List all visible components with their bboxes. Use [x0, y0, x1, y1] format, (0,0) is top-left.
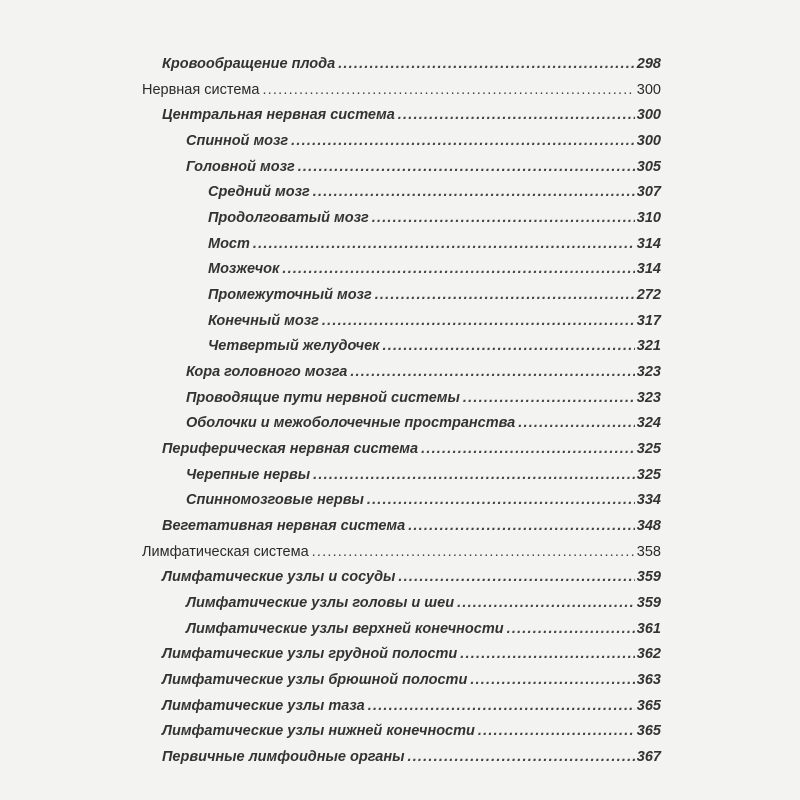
toc-entry	[186, 390, 661, 412]
toc-entry	[186, 133, 661, 155]
dot-leader	[408, 518, 635, 534]
toc-entry-title: Конечный мозг	[208, 312, 319, 329]
toc-entry-title: Продолговатый мозг	[208, 210, 369, 227]
toc-entry-title: Лимфатические узлы нижней конечности	[162, 723, 475, 740]
dot-leader	[478, 723, 635, 739]
toc-entry	[142, 82, 661, 104]
toc-entry	[186, 595, 661, 617]
toc-entry-title: Оболочки и межоболочечные пространства	[186, 415, 516, 432]
toc-entry-page: 367	[636, 749, 661, 766]
toc-entry-page: 314	[636, 261, 661, 278]
toc-entry-page: 310	[636, 210, 661, 227]
toc-entry	[162, 723, 661, 745]
toc-entry-title: Лимфатические узлы верхней конечности	[186, 620, 504, 637]
toc-entry-title: Мост	[208, 235, 250, 252]
toc-entry-page: 361	[636, 620, 661, 637]
dot-leader	[398, 569, 634, 585]
dot-leader	[460, 646, 635, 662]
toc-entry-page: 305	[636, 158, 661, 175]
toc-entry	[208, 236, 661, 258]
toc-entry-title: Лимфатические узлы и сосуды	[162, 569, 396, 586]
toc-entry	[162, 441, 661, 463]
toc-entry	[162, 56, 661, 78]
toc-entry-page: 300	[636, 107, 661, 124]
toc-entry-title: Головной мозг	[186, 158, 295, 175]
toc-entry	[186, 364, 661, 386]
toc-entry	[162, 518, 661, 540]
dot-leader	[350, 364, 634, 380]
toc-entry-page: 314	[636, 235, 661, 252]
toc-entry-page: 362	[636, 646, 661, 663]
dot-leader	[470, 672, 634, 688]
toc-entry	[162, 107, 661, 129]
toc-entry-page: 358	[636, 543, 661, 560]
dot-leader	[372, 210, 635, 226]
dot-leader	[382, 338, 634, 354]
toc-entry-title: Лимфатическая система	[142, 543, 309, 560]
toc-entry-page: 300	[636, 133, 661, 149]
toc-entry	[162, 672, 661, 694]
dot-leader	[375, 287, 635, 303]
toc-entry-page: 321	[636, 338, 661, 355]
toc-entry-title: Кровообращение плода	[162, 56, 336, 72]
toc-entry	[142, 544, 661, 566]
toc-entry-title: Черепные нервы	[186, 466, 311, 483]
toc-entry-page: 272	[636, 287, 661, 304]
toc-entry	[208, 261, 661, 283]
toc-entry	[208, 287, 661, 309]
dot-leader	[457, 595, 635, 611]
toc-entry-page: 317	[636, 312, 661, 329]
toc-entry-title: Проводящие пути нервной системы	[186, 389, 460, 406]
toc-entry-page: 323	[636, 389, 661, 406]
dot-leader	[463, 390, 635, 406]
dot-leader	[338, 56, 635, 72]
dot-leader	[407, 749, 634, 765]
toc-entry-page: 359	[636, 595, 661, 612]
toc-entry-page: 365	[636, 697, 661, 714]
toc-entry	[162, 569, 661, 591]
toc-entry-page: 300	[636, 81, 661, 98]
dot-leader	[507, 621, 635, 637]
toc-entry	[186, 415, 661, 437]
toc-entry	[208, 313, 661, 335]
toc-entry-title: Вегетативная нервная система	[162, 518, 406, 535]
dot-leader	[253, 236, 635, 252]
toc-entry-page: 325	[636, 441, 661, 458]
toc-entry-page: 298	[636, 56, 661, 72]
toc-entry-title: Лимфатические узлы брюшной полости	[162, 672, 468, 689]
toc-entry-page: 359	[636, 569, 661, 586]
toc-entry-title: Промежуточный мозг	[208, 287, 372, 304]
dot-leader	[291, 133, 635, 149]
dot-leader	[312, 544, 635, 560]
toc-entry-page: 365	[636, 723, 661, 740]
toc-entry-page: 324	[636, 415, 661, 432]
toc-entry	[162, 698, 661, 720]
toc-entry-page: 334	[636, 492, 661, 509]
toc-entry	[186, 621, 661, 643]
toc-entry-title: Мозжечок	[208, 261, 280, 278]
toc-entry-title: Средний мозг	[208, 184, 310, 201]
dot-leader	[398, 107, 635, 123]
toc-entry-title: Четвертый желудочек	[208, 338, 380, 355]
toc-entry	[162, 749, 661, 771]
toc-entry	[186, 492, 661, 514]
toc-entry-title: Центральная нервная система	[162, 107, 395, 124]
dot-leader	[313, 184, 635, 200]
toc-entry-title: Лимфатические узлы грудной полости	[162, 646, 458, 663]
toc-entry	[208, 338, 661, 360]
toc-entry-title: Периферическая нервная система	[162, 441, 419, 458]
toc-entry	[186, 159, 661, 181]
dot-leader	[421, 441, 635, 457]
toc-entry-page: 325	[636, 466, 661, 483]
toc-entry-title: Спинной мозг	[186, 133, 289, 149]
toc-entry	[208, 184, 661, 206]
toc-entry-page: 323	[636, 364, 661, 381]
toc-entry	[162, 646, 661, 668]
dot-leader	[322, 313, 635, 329]
dot-leader	[368, 698, 635, 714]
toc-entry-page: 363	[636, 672, 661, 689]
dot-leader	[518, 415, 635, 431]
dot-leader	[313, 467, 635, 483]
toc-entry	[186, 467, 661, 489]
dot-leader	[367, 492, 635, 508]
toc-entry-title: Первичные лимфоидные органы	[162, 749, 405, 766]
toc-entry	[208, 210, 661, 232]
dot-leader	[262, 82, 634, 98]
toc-entry-title: Лимфатические узлы таза	[162, 697, 365, 714]
toc-entry-page: 348	[636, 518, 661, 535]
toc-entry-title: Нервная система	[142, 81, 260, 98]
toc-entry-title: Кора головного мозга	[186, 364, 348, 381]
dot-leader	[298, 159, 635, 175]
toc-entry-title: Спинномозговые нервы	[186, 492, 364, 509]
toc-entry-title: Лимфатические узлы головы и шеи	[186, 595, 455, 612]
toc-entry-page: 307	[636, 184, 661, 201]
dot-leader	[282, 261, 634, 277]
